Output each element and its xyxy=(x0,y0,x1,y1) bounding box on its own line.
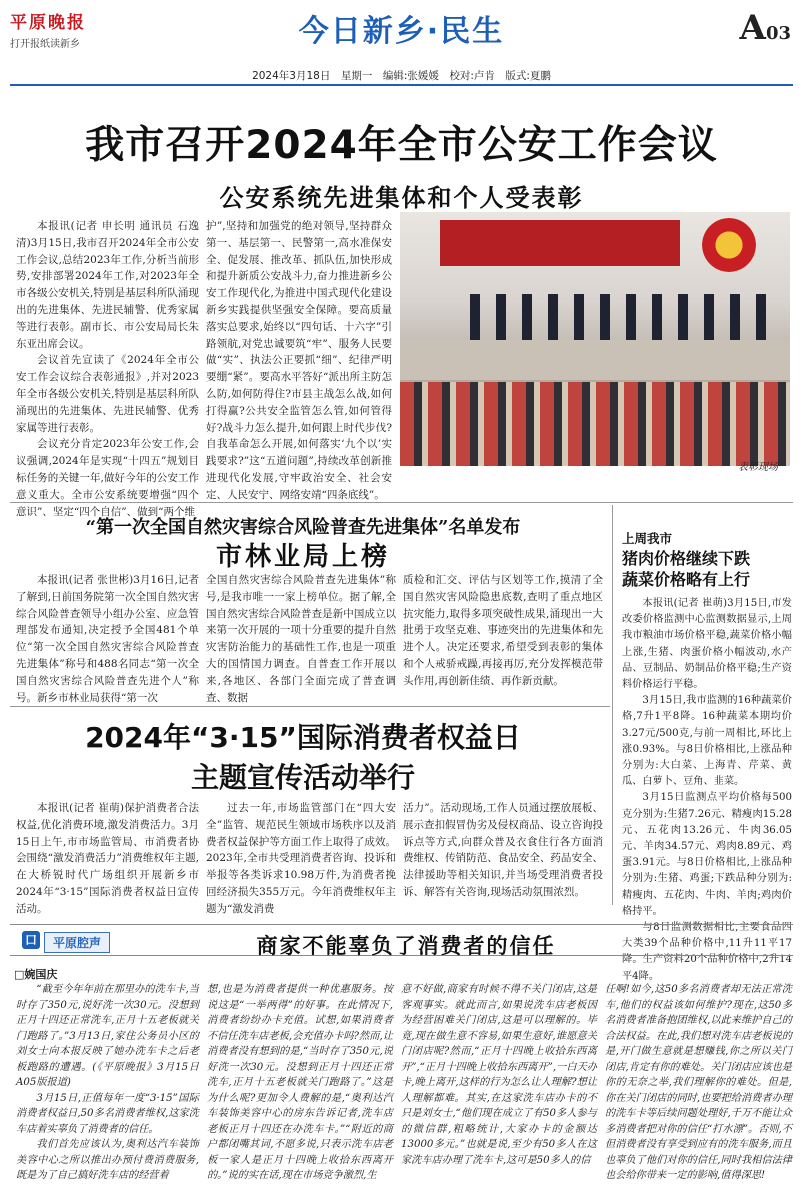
story3-column-3 xyxy=(403,800,603,901)
story3-paragraph: 活力”。活动现场,工作人员通过摆放展板、展示查扣假冒伪劣及侵权商品、设立咨询投诉点等方式,向群众普及衣食住行各方面消费维权、传销防范、食品安全、药品安全、法律援助等相关知识,并当场受理消费者投诉、解答有关咨询,现场活动氛围浓烈。 xyxy=(403,802,603,898)
sidebar-paragraph: 与8日监测数据相比,主要食品四大类39个品种价格中,11升11平17降。生产资料20个品种价格中,2升14平4降。 xyxy=(622,922,792,982)
commentary-column-4 xyxy=(605,982,792,1184)
logo-slogan: 打开报纸读新乡 xyxy=(10,39,80,50)
story2-column-1 xyxy=(16,572,199,706)
dateline: 2024年3月18日 星期一 编辑:张媛媛 校对:卢肯 版式:夏鹏 xyxy=(252,70,551,82)
story2-paragraph: 全国自然灾害综合风险普查先进集体”称号,是我市唯一一家上榜单位。据了解,全国自然灾害综合风险普查是新中国成立以来第一次开展的一项十分重要的提升自然灾害防治能力的基础性工作,也是一项重大的国情国力调查。自普查工作开展以来,各地区、各部门全面完成了普查调查、数据 xyxy=(206,574,396,704)
sidebar-paragraph: 本报讯(记者 崔萌)3月15日,市发改委价格监测中心监测数据显示,上周我市粮油市场价格平稳,蔬菜价格小幅上涨,生猪、肉蛋价格小幅波动,水产品、豆制品、奶制品价格平稳;生产资料价格运行平稳。 xyxy=(622,598,792,691)
page-digits: 03 xyxy=(765,23,791,44)
commentary-column-1 xyxy=(16,982,199,1184)
sidebar-headline[interactable] xyxy=(622,548,750,590)
commentary-paragraph: 想,也是为消费者提供一种优惠服务。按说这是“一举两得”的好事。在此情况下,消费者纷纷办卡充值。试想,如果消费者不信任洗车店老板,会充值办卡吗?然而,让消费者没有想到的是,“当时存了350元,说好洗一次30元。没想到正月十四还正常洗车,正月十五老板就关门跑路了。”这是为什么呢?更加令人费解的是,“奥利达汽车装饰美容中心的房东告诉记者,洗车店老板正月十四还在办洗车卡。”“附近的商户都闭嘴其词,不愿多说,只表示洗车店老板一家人是正月十四晚上收拾东西离开的。”说的实在话,现在市场竞争激烈,生 xyxy=(207,984,393,1181)
commentary-paragraph: “截至今年年前在那里办的洗车卡,当时存了350元,说好洗一次30元。没想到正月十四还正常洗车,正月十五老板就关门跑路了。”3月13日,家住公务员小区的刘女士向本报反映了她办洗车卡之后老板跑路的遭遇。(《平原晚报》3月15日A05版报道) xyxy=(16,984,199,1088)
commentary-tag-icon: 口 xyxy=(22,931,40,949)
commentary-paragraph: 任啊!如今,这50多名消费者却无法正常洗车,他们的权益该如何维护?现在,这50多名消费者准备抱团维权,以此来维护自己的合法权益。在此,我们想对洗车店老板说的是,开门做生意就是想赚钱,你之所以关门闭店,肯定有你的难处。关门闭店应该也是你的无奈之举,我们理解你的难处。但是,你在关门闭店的同时,也要把给消费者办理的洗车卡等后续问题处理好,千万不能让众多消费者把对你的信任“打水漂”。否则,不但消费者没有享受到应有的洗车服务,而且也辜负了他们对你的信任,同时我相信法律也会给你带来一定的影响,值得深思! xyxy=(605,984,792,1181)
sidebar-paragraph: 3月15日,我市监测的16种蔬菜价格,7升1平8降。16种蔬菜本期均价3.27元/500克,与前一周相比,环比上涨0.93%。与8日价格相比,上涨品种分别为:大白菜、上海青、芹菜、黄瓜、白萝卜、豆角、韭菜。 xyxy=(622,695,792,788)
commentary-column-2 xyxy=(207,982,393,1184)
story1-paragraph: 护”,坚持和加强党的绝对领导,坚持群众第一、基层第一、民警第一,高水准保安全、促发展、推改革、抓队伍,加快形成和提升新质公安战斗力,奋力推进新乡公安工作现代化,为推进中国式现代化建设新乡实践提供坚强安全保障。要高质量落实总要求,始终以“四句话、十六字”引路领航,对党忠诚要筑“牢”、服务人民要做“实”、执法公正要抓“细”、纪律严明要绷“紧”。要高水平答好“派出所主防怎么防,如何防得住?市县主战怎么战,如何打得赢?公共安全监管怎么管,如何管得好?战斗力怎么提升,如何跟上时代步伐?自我革命怎么开展,如何落实‘九个以’实践要求?”这“五道问题”,持续改革创新推进现代化发展,守牢政治安全、社会安定、人民安宁、网络安靖“四条底线”。 xyxy=(206,220,392,501)
section-divider xyxy=(10,706,610,707)
sidebar-headline-line1: 猪肉价格继续下跌 xyxy=(622,549,751,568)
section-title: 今日新乡·民生 xyxy=(298,14,505,49)
page-letter: A xyxy=(739,8,766,48)
story3-column-1 xyxy=(16,800,199,918)
story2-column-3 xyxy=(403,572,603,690)
story2-paragraph: 质检和汇交、评估与区划等工作,摸清了全国自然灾害风险隐患底数,查明了重点地区抗灾能力,取得多项突破性成果,涌现出一大批勇于攻坚克难、事迹突出的先进集体和先进个人。决定还要求,希望受到表彰的集体和个人戒骄戒躁,再接再厉,充分发挥模范带头作用,再创新佳绩、再作新贡献。 xyxy=(403,574,603,687)
commentary-paragraph: 意不好做,商家有时候不得不关门闭店,这是客观事实。就此而言,如果说洗车店老板因为经营困难关门闭店,这是可以理解的。毕竟,现在做生意不容易,如果生意好,谁愿意关门闭店呢?然而,“正月十四晚上收拾东西离开”,“正月十四晚上收拾东西离开”,一白天办卡,晚上离开,这样的行为怎么让人理解?想让人理解都难。其实,在这家洗车店办卡的不只是刘女士,“他们现在成立了有50多人参与的微信群,粗略统计,大家办卡的金额达13000多元。”也就是说,至少有50多人在这家洗车店办理了洗车卡,这可是50多人的信 xyxy=(401,984,597,1166)
commentary-column-3 xyxy=(401,982,597,1168)
story1-column-1 xyxy=(16,218,199,520)
photo-red-banner xyxy=(440,220,680,266)
sidebar-kicker: 上周我市 xyxy=(622,531,673,546)
masthead xyxy=(0,0,803,82)
logo-text: 平原晚报 xyxy=(10,13,86,33)
photo-caption: 表彰现场 xyxy=(738,462,778,473)
story1-paragraph: 会议首先宣读了《2024年全市公安工作会议综合表彰通报》,并对2023年全市各级公安机关,特别是基层科所队涌现出的先进集体、先进民辅警、优秀家属等进行表彰。 xyxy=(16,354,199,434)
story2-kicker: “第一次全国自然灾害综合风险普查先进集体”名单发布 xyxy=(85,517,521,538)
sidebar-paragraph: 3月15日监测点平均价格每500克分别为:生猪7.26元、精瘦肉15.28元、五花肉13.26元、牛肉36.05元、羊肉34.57元、鸡肉8.89元、鸡蛋3.91元。与8日价格相比,上涨品种分别为:生猪、鸡蛋;下跌品种分别为:精瘦肉、五花肉、牛肉、羊肉;鸡肉价格持平。 xyxy=(622,792,792,917)
commentary-paragraph: 3月15日,正值每年一度“3·15”国际消费者权益日,50多名消费者维权,这家洗车店着实辜负了消费者的信任。 xyxy=(16,1092,199,1135)
story1-paragraph: 会议充分肯定2023年公安工作,会议强调,2024年是实现“十四五”规划目标任务的关键一年,做好今年的公安工作意义重大。全市公安系统要增强“四个意识”、坚定“四个自信”、做到“两个维 xyxy=(16,438,199,518)
commentary-headline[interactable]: 商家不能辜负了消费者的信任 xyxy=(256,934,556,958)
sidebar-headline-line2: 蔬菜价格略有上行 xyxy=(622,570,751,589)
story3-headline-line1[interactable]: 2024年“3·15”国际消费者权益日 xyxy=(85,721,521,754)
commentary-byline: □婉国庆 xyxy=(14,968,58,981)
commentary-tag[interactable]: 平原腔声 xyxy=(44,932,110,953)
story3-paragraph: 本报讯(记者 崔萌)保护消费者合法权益,优化消费环境,激发消费活力。3月15日上午,市市场监管局、市消费者协会围绕“激发消费活力”消费维权年主题,在大桥锐时代广场组织开展新乡市2024年“3·15”国际消费者权益日宣传活动。 xyxy=(16,802,199,915)
photo-stage xyxy=(400,340,790,380)
sidebar-divider xyxy=(612,505,613,905)
story1-paragraph: 本报讯(记者 申长明 通讯员 石逸清)3月15日,我市召开2024年全市公安工作会议,总结2023年工作,分析当前形势,安排部署2024年工作,对2023年全市各级公安机关,特别是基层科所队涌现出的先进集体、先进民辅警、优秀家属等进行表彰。副市长、市公安局局长朱东亚出席会议。 xyxy=(16,220,199,350)
story2-paragraph: 本报讯(记者 张世彬)3月16日,记者了解到,日前国务院第一次全国自然灾害综合风险普查领导小组办公室、应急管理部发布通知,决定授予全国481个单位“第一次全国自然灾害综合风险普查先进集体”称号和488名同志“第一次全国自然灾害综合风险普查先进个人”称号。新乡市林业局获得“第一次 xyxy=(16,574,199,704)
story3-paragraph: 过去一年,市场监管部门在“四大安全”监管、规范民生领域市场秩序以及消费者权益保护等方面工作上取得了成效。2023年,全市共受理消费者咨询、投诉和举报等各类诉求10.98万件,为消费者挽回经济损失355万元。今年消费维权年主题为“激发消费 xyxy=(206,802,396,915)
photo-audience xyxy=(400,382,790,466)
story3-headline-line2[interactable]: 主题宣传活动举行 xyxy=(190,761,415,794)
story3-column-2 xyxy=(206,800,396,918)
masthead-rule xyxy=(10,84,793,86)
page-number xyxy=(740,8,791,48)
section-divider xyxy=(10,502,793,503)
story1-column-2 xyxy=(206,218,392,504)
lead-subheadline: 公安系统先进集体和个人受表彰 xyxy=(219,183,584,212)
police-emblem-icon xyxy=(702,218,756,272)
commentary-paragraph: 我们首先应该认为,奥利达汽车装饰美容中心之所以推出办预付费消费服务,既是为了自己搞好洗车店的经营着 xyxy=(16,1139,199,1181)
award-ceremony-photo[interactable] xyxy=(400,212,790,466)
story2-column-2 xyxy=(206,572,396,706)
lead-headline[interactable]: 我市召开2024年全市公安工作会议 xyxy=(85,123,718,168)
story2-headline[interactable]: 市林业局上榜 xyxy=(215,542,390,572)
